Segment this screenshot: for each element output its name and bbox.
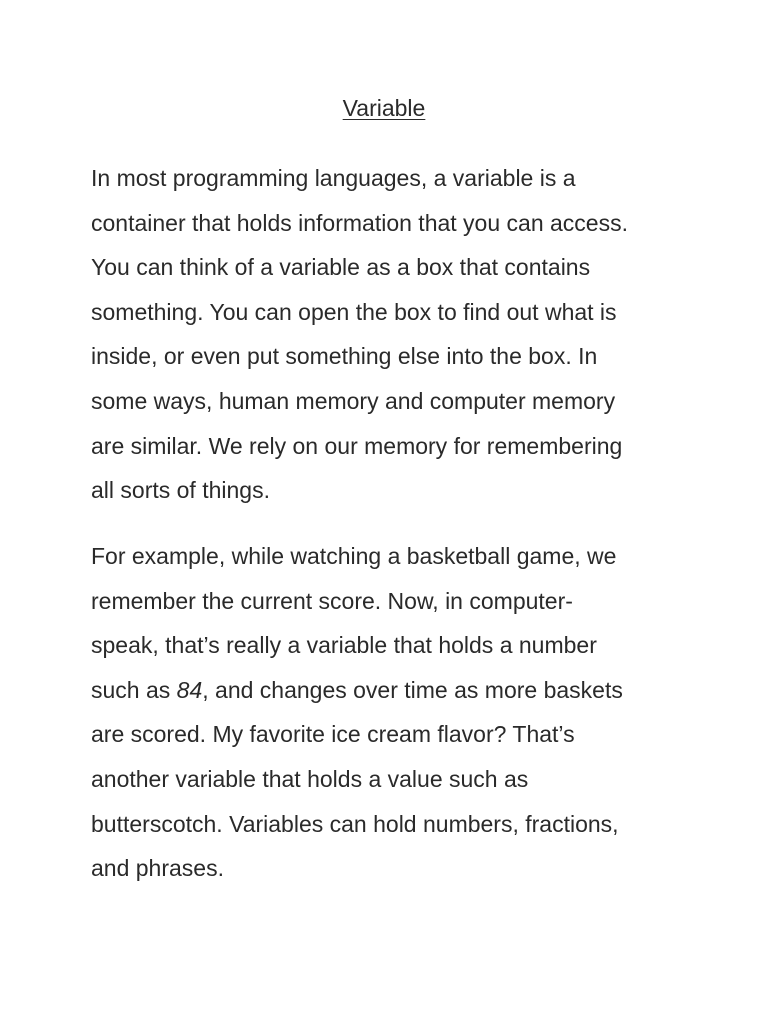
text-line: some ways, human memory and computer memory <box>91 387 616 414</box>
emphasized-number: 84 <box>176 676 203 703</box>
text-line: are similar. We rely on our memory for remembering <box>91 432 623 459</box>
text-line: all sorts of things. <box>91 477 270 504</box>
text-line: remember the current score. Now, in computer- <box>91 587 573 614</box>
document-title: Variable <box>342 95 426 121</box>
text-fragment: , and changes over time as more baskets <box>202 676 623 703</box>
text-line: container that holds information that you can access. <box>91 209 628 236</box>
paragraph-example <box>91 534 691 891</box>
text-fragment: such as <box>91 676 177 703</box>
text-line: speak, that’s really a variable that holds a number <box>91 632 597 659</box>
text-line: are scored. My favorite ice cream flavor? That’s <box>91 721 575 748</box>
text-line <box>91 668 691 713</box>
text-line: and phrases. <box>91 855 224 882</box>
text-line: something. You can open the box to find out what is <box>91 298 617 325</box>
text-line: In most programming languages, a variable is a <box>91 165 576 191</box>
text-line: inside, or even put something else into the box. In <box>91 343 598 370</box>
text-line: For example, while watching a basketball game, we <box>91 543 617 569</box>
text-line: another variable that holds a value such as <box>91 765 529 792</box>
paragraph-intro <box>91 156 691 513</box>
text-line: You can think of a variable as a box that contains <box>91 254 591 281</box>
text-line: butterscotch. Variables can hold numbers, fractions, <box>91 810 619 837</box>
